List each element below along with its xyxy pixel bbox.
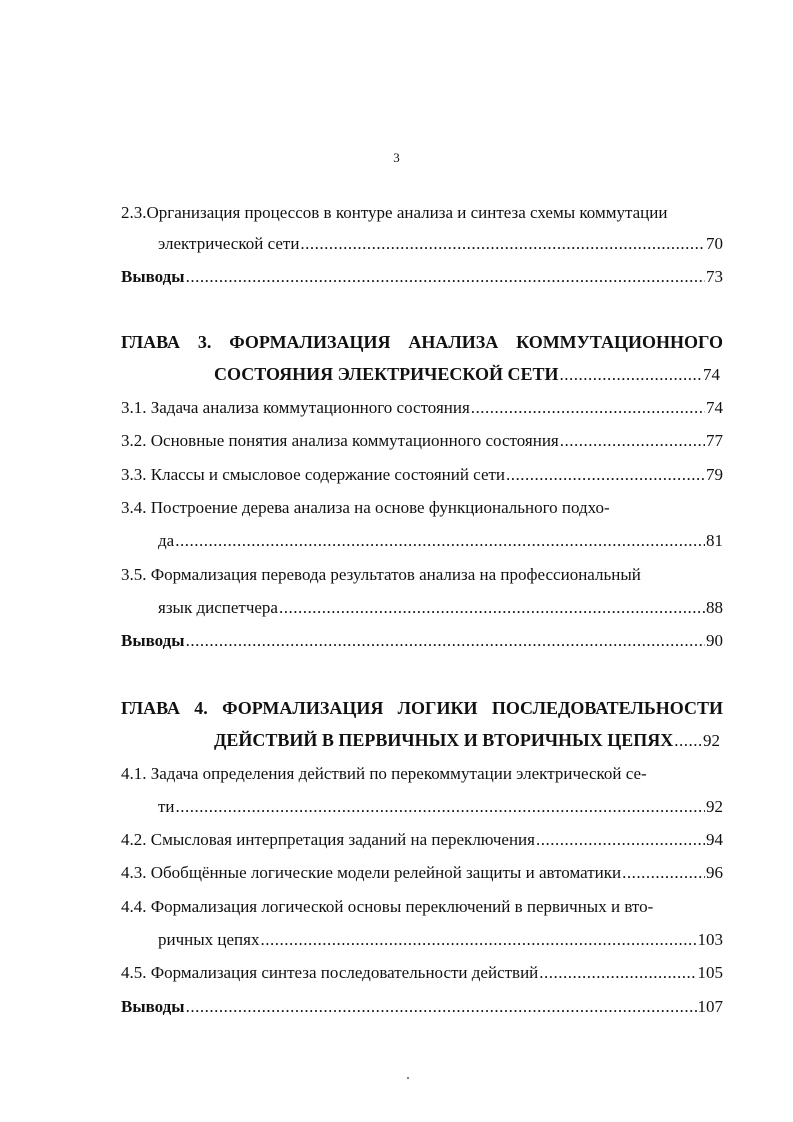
toc-page-number: 74 <box>703 365 720 384</box>
toc-page-number: 77 <box>706 431 723 450</box>
toc-entry-text: Выводы <box>121 997 185 1016</box>
toc-page-number: 70 <box>706 234 723 253</box>
toc-entry-3-5-line-1: 3.5. Формализация перевода результатов анализа на профессиональный <box>121 565 641 584</box>
leader-dots <box>560 431 705 451</box>
chapter-4-title-line-2 <box>214 730 720 751</box>
chapter-3-title-line-1: ГЛАВА 3. ФОРМАЛИЗАЦИЯ АНАЛИЗА КОММУТАЦИОННОГО <box>121 332 723 352</box>
leader-dots <box>559 365 702 385</box>
toc-entry-3-4-line-2 <box>158 531 723 551</box>
toc-page-number: 105 <box>697 963 723 982</box>
toc-entry-text: ти <box>158 797 175 816</box>
leader-dots <box>471 398 705 418</box>
leader-dots <box>186 997 697 1017</box>
toc-entry-2-3-line-2 <box>158 234 723 254</box>
toc-page-number: 79 <box>706 465 723 484</box>
toc-entry-text: 4.5. Формализация синтеза последовательности действий <box>121 963 539 982</box>
leader-dots <box>506 465 705 485</box>
scan-speck <box>407 1077 409 1079</box>
leader-dots <box>260 930 696 950</box>
leader-dots <box>186 267 705 287</box>
toc-entry-4-1-line-2 <box>158 797 723 817</box>
toc-page-number: 81 <box>706 531 723 550</box>
leader-dots <box>176 797 705 817</box>
toc-page-number: 90 <box>706 631 723 650</box>
toc-entry-4-5 <box>121 963 723 983</box>
toc-page-number: 92 <box>703 731 720 750</box>
toc-entry-3-5-line-2 <box>158 598 723 618</box>
toc-entry-text: электрической сети <box>158 234 300 253</box>
toc-entry-4-4-line-1: 4.4. Формализация логической основы переключений в первичных и вто- <box>121 897 654 916</box>
toc-page-number: 107 <box>697 997 723 1016</box>
toc-entry-text: Выводы <box>121 267 185 286</box>
leader-dots <box>622 863 705 883</box>
chapter-3-title-line-2 <box>214 364 720 385</box>
leader-dots <box>300 234 705 254</box>
toc-entry-text: 4.2. Смысловая интерпретация заданий на переключения <box>121 830 535 849</box>
toc-entry-text: 3.1. Задача анализа коммутационного состояния <box>121 398 470 417</box>
leader-dots <box>175 531 705 551</box>
toc-entry-3-3 <box>121 465 723 485</box>
leader-dots <box>279 598 705 618</box>
toc-entry-4-4-line-2 <box>158 930 723 950</box>
toc-entry-text: СОСТОЯНИЯ ЭЛЕКТРИЧЕСКОЙ СЕТИ <box>214 364 559 384</box>
leader-dots <box>536 830 705 850</box>
toc-page-number: 88 <box>706 598 723 617</box>
toc-page-number: 103 <box>697 930 723 949</box>
toc-page-number: 94 <box>706 830 723 849</box>
toc-page-number: 96 <box>706 863 723 882</box>
toc-entry-4-2 <box>121 830 723 850</box>
toc-entry-2-3-line-1: 2.3.Организация процессов в контуре анализа и синтеза схемы коммутации <box>121 203 668 222</box>
toc-page-number: 74 <box>706 398 723 417</box>
leader-dots <box>186 631 705 651</box>
toc-entry-conclusions-4 <box>121 997 723 1017</box>
toc-entry-text: ричных цепях <box>158 930 260 949</box>
toc-entry-text: Выводы <box>121 631 185 650</box>
toc-entry-text: 4.3. Обобщённые логические модели релейной защиты и автоматики <box>121 863 622 882</box>
toc-entry-text: да <box>158 531 175 550</box>
toc-entry-3-4-line-1: 3.4. Построение дерева анализа на основе функционального подхо- <box>121 498 610 517</box>
toc-page-number: 73 <box>706 267 723 286</box>
toc-page-number: 92 <box>706 797 723 816</box>
toc-entry-4-1-line-1: 4.1. Задача определения действий по перекоммутации электрической се- <box>121 764 647 783</box>
chapter-4-title-line-1: ГЛАВА 4. ФОРМАЛИЗАЦИЯ ЛОГИКИ ПОСЛЕДОВАТЕЛЬНОСТИ <box>121 698 723 718</box>
toc-entry-text: 3.3. Классы и смысловое содержание состояний сети <box>121 465 506 484</box>
toc-entry-conclusions-2 <box>121 267 723 287</box>
toc-entry-text: язык диспетчера <box>158 598 278 617</box>
toc-entry-text: 3.2. Основные понятия анализа коммутационного состояния <box>121 431 559 450</box>
toc-entry-conclusions-3 <box>121 631 723 651</box>
toc-entry-text: ДЕЙСТВИЙ В ПЕРВИЧНЫХ И ВТОРИЧНЫХ ЦЕПЯХ <box>214 730 674 750</box>
toc-entry-3-1 <box>121 398 723 418</box>
toc-entry-3-2 <box>121 431 723 451</box>
leader-dots <box>674 731 702 751</box>
page-number: 3 <box>393 150 400 165</box>
leader-dots <box>539 963 696 983</box>
toc-entry-4-3 <box>121 863 723 883</box>
